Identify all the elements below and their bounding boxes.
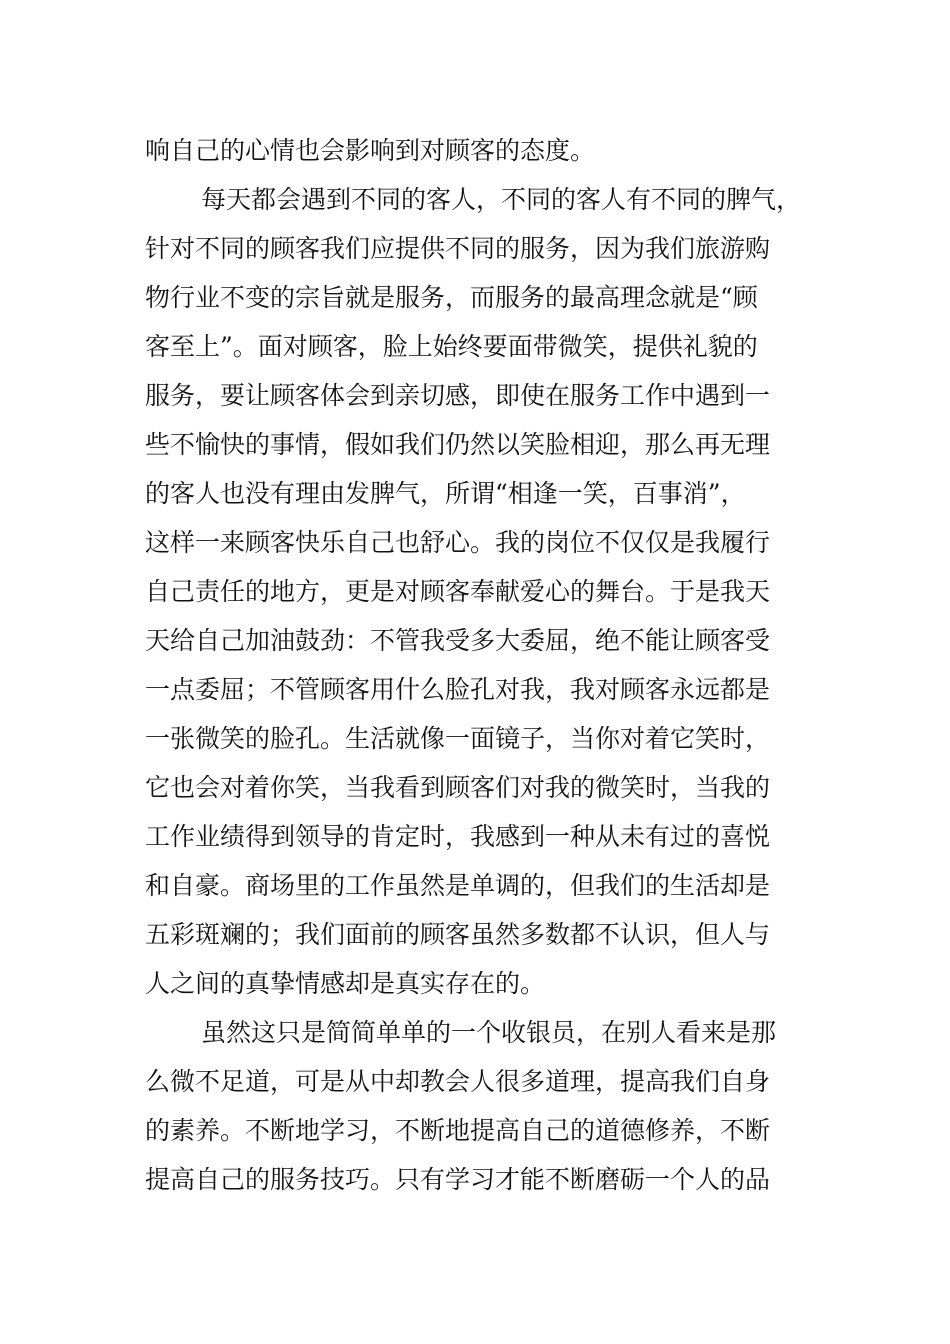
text-line: 物行业不变的宗旨就是服务，而服务的最高理念就是“顾: [145, 283, 758, 312]
text-line: 客至上”。面对顾客，脸上始终要面带微笑，提供礼貌的: [145, 332, 758, 361]
text-line-paragraph-start: 每天都会遇到不同的客人，不同的客人有不同的脾气，: [201, 185, 802, 214]
text-line: 自己责任的地方，更是对顾客奉献爱心的舞台。于是我天: [145, 577, 771, 606]
text-line: 的客人也没有理由发脾气，所谓“相逢一笑，百事消”，: [145, 479, 746, 508]
text-line: 响自己的心情也会影响到对顾客的态度。: [145, 136, 596, 165]
body-text: [145, 126, 845, 1204]
text-line: 针对不同的顾客我们应提供不同的服务，因为我们旅游购: [145, 234, 771, 263]
text-line: 服务，要让顾客体会到亲切感，即使在服务工作中遇到一: [145, 381, 771, 410]
text-line: 提高自己的服务技巧。只有学习才能不断磨砺一个人的品: [145, 1165, 771, 1194]
text-line: 一张微笑的脸孔。生活就像一面镜子，当你对着它笑时，: [145, 724, 771, 753]
text-line: 它也会对着你笑，当我看到顾客们对我的微笑时，当我的: [145, 773, 771, 802]
text-line: 人之间的真挚情感却是真实存在的。: [145, 969, 546, 998]
text-line: 么微不足道，可是从中却教会人很多道理，提高我们自身: [145, 1067, 771, 1096]
text-line: 一点委屈；不管顾客用什么脸孔对我，我对顾客永远都是: [145, 675, 771, 704]
text-line: 五彩斑斓的；我们面前的顾客虽然多数都不认识，但人与: [145, 920, 771, 949]
text-line: 工作业绩得到领导的肯定时，我感到一种从未有过的喜悦: [145, 822, 771, 851]
text-line: 这样一来顾客快乐自己也舒心。我的岗位不仅仅是我履行: [145, 528, 771, 557]
text-line: 天给自己加油鼓劲：不管我受多大委屈，绝不能让顾客受: [145, 626, 771, 655]
text-line: 和自豪。商场里的工作虽然是单调的，但我们的生活却是: [145, 871, 771, 900]
text-line-paragraph-start: 虽然这只是简简单单的一个收银员，在别人看来是那: [201, 1018, 777, 1047]
text-line: 些不愉快的事情，假如我们仍然以笑脸相迎，那么再无理: [145, 430, 771, 459]
text-line: 的素养。不断地学习，不断地提高自己的道德修养，不断: [145, 1116, 771, 1145]
